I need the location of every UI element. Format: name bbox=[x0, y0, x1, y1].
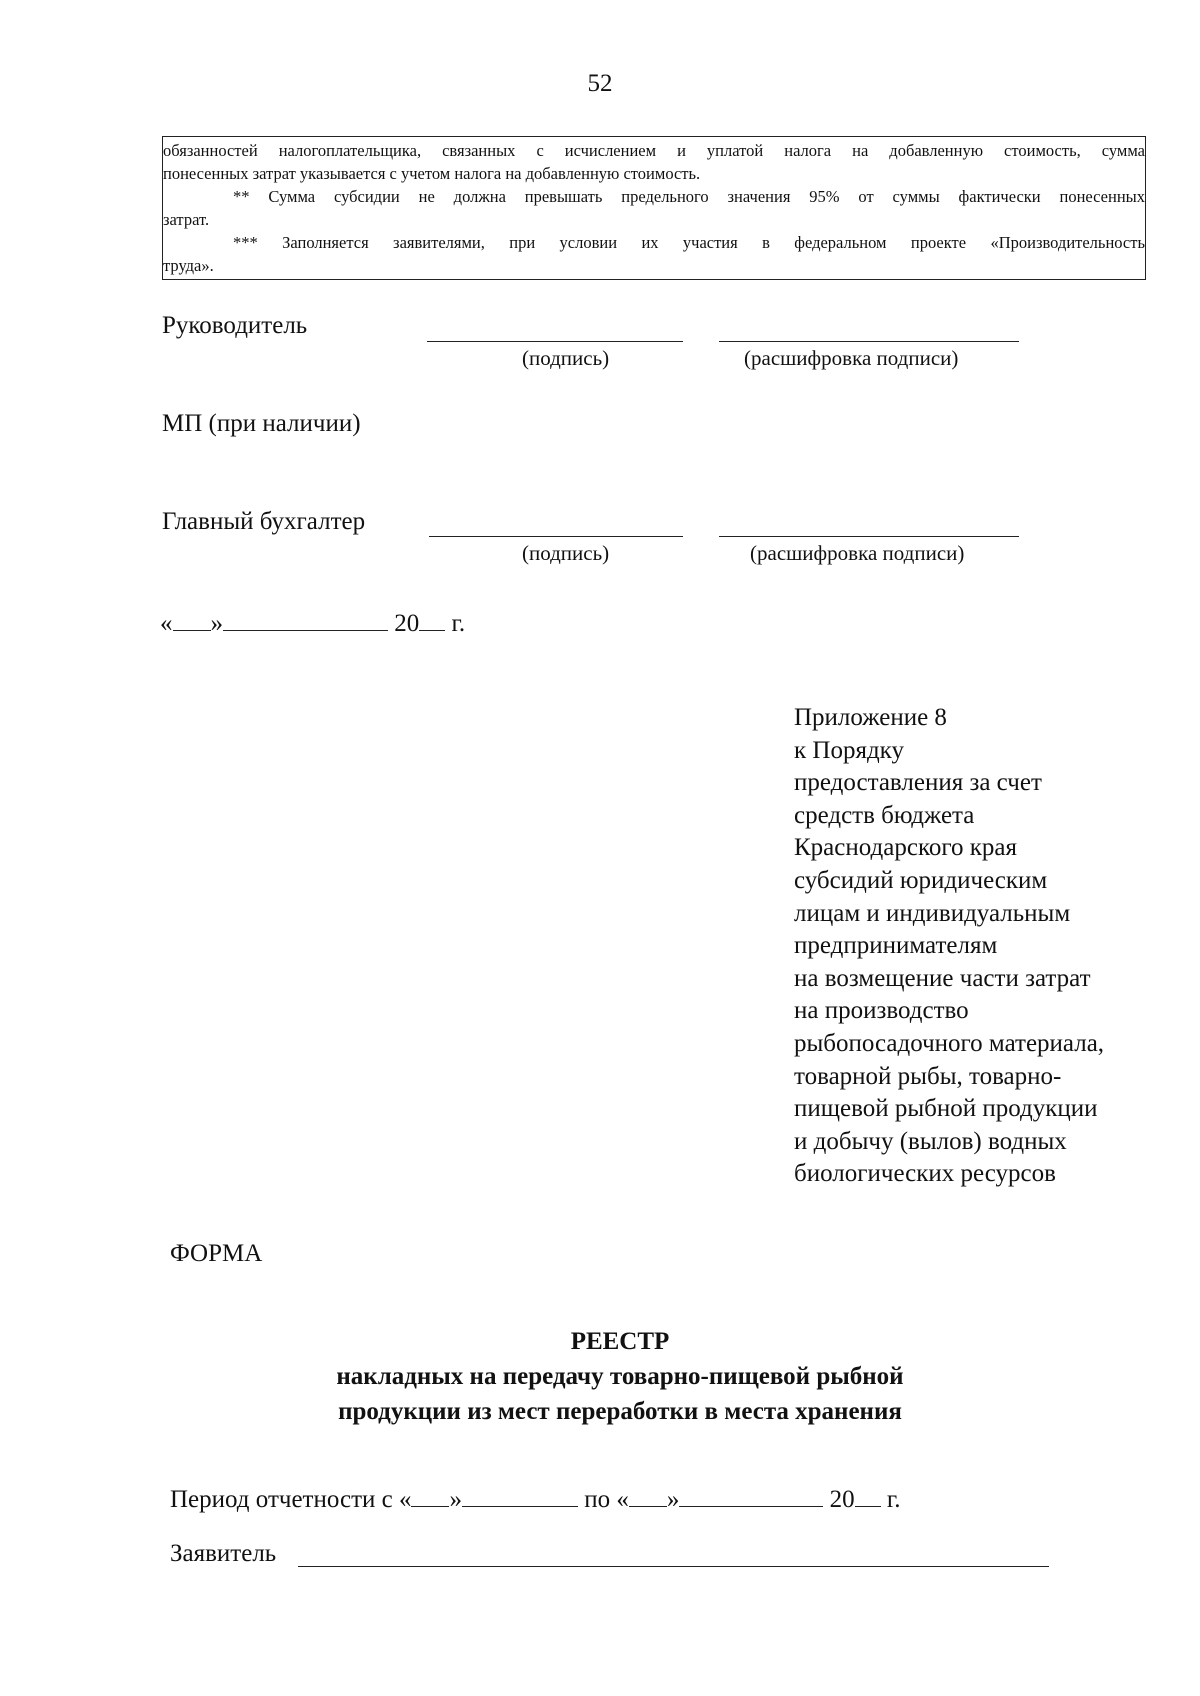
period-from-day-blank[interactable] bbox=[411, 1484, 449, 1507]
decoding-caption: (расшифровка подписи) bbox=[750, 541, 965, 565]
registry-subtitle-line1: накладных на передачу товарно-пищевой рыбной bbox=[336, 1363, 904, 1390]
registry-subtitle-line2: продукции из мест переработки в места хранения bbox=[338, 1398, 902, 1425]
period-from-month-blank[interactable] bbox=[462, 1484, 578, 1507]
appendix-line: лицам и индивидуальным bbox=[794, 899, 1071, 927]
period-to-month-blank[interactable] bbox=[679, 1484, 823, 1507]
date-month-blank[interactable] bbox=[223, 608, 388, 631]
date-day-blank[interactable] bbox=[173, 608, 211, 631]
footnote-line: затрат. bbox=[163, 210, 210, 229]
reporting-period: Период отчетности с « » по « » 20 г. bbox=[170, 1486, 901, 1513]
accountant-decoding-line[interactable] bbox=[719, 536, 1019, 537]
appendix-line: предпринимателям bbox=[794, 932, 998, 960]
period-to-day-blank[interactable] bbox=[629, 1484, 667, 1507]
seal-label: МП (при наличии) bbox=[162, 410, 361, 437]
decoding-caption: (расшифровка подписи) bbox=[744, 346, 959, 370]
appendix-line: биологических ресурсов bbox=[794, 1160, 1056, 1188]
appendix-line: товарной рыбы, товарно- bbox=[794, 1062, 1062, 1090]
signature-caption: (подпись) bbox=[522, 346, 610, 370]
page-number: 52 bbox=[587, 70, 613, 97]
footnote-double-star: ** Сумма субсидии не должна превышать предельного значения 95% от суммы фактически понесенных bbox=[233, 187, 1145, 206]
appendix-line: к Порядку bbox=[794, 736, 904, 764]
appendix-line: и добычу (вылов) водных bbox=[794, 1127, 1067, 1155]
appendix-line: пищевой рыбной продукции bbox=[794, 1095, 1098, 1123]
footnotes-box bbox=[162, 136, 1146, 280]
appendix-line: на возмещение части затрат bbox=[794, 964, 1091, 992]
appendix-line: рыбопосадочного материала, bbox=[794, 1029, 1105, 1057]
appendix-block bbox=[794, 702, 1104, 1191]
date-year-blank[interactable] bbox=[419, 608, 445, 631]
footnote-line: понесенных затрат указывается с учетом налога на добавленную стоимость. bbox=[163, 164, 701, 183]
form-label: ФОРМА bbox=[170, 1240, 263, 1267]
appendix-line: предоставления за счет bbox=[794, 769, 1042, 797]
appendix-line: Краснодарского края bbox=[794, 834, 1017, 862]
head-label: Руководитель bbox=[162, 312, 308, 339]
period-year-blank[interactable] bbox=[855, 1484, 881, 1507]
signature-date: « » 20 г. bbox=[160, 610, 466, 637]
signature-caption: (подпись) bbox=[522, 541, 610, 565]
head-signature-line[interactable] bbox=[427, 341, 683, 342]
accountant-signature-line[interactable] bbox=[429, 536, 683, 537]
appendix-line: средств бюджета bbox=[794, 801, 975, 829]
footnote-line: труда». bbox=[163, 256, 214, 275]
applicant-label: Заявитель bbox=[170, 1540, 277, 1567]
footnote-line: обязанностей налогоплательщика, связанных с исчислением и уплатой налога на добавленную стоимость, сумма bbox=[163, 141, 1145, 160]
registry-title: РЕЕСТР bbox=[570, 1328, 670, 1355]
appendix-line: Приложение 8 bbox=[794, 704, 947, 731]
appendix-line: субсидий юридическим bbox=[794, 866, 1048, 894]
footnote-triple-star: *** Заполняется заявителями, при условии их участия в федеральном проекте «Производительность bbox=[233, 233, 1145, 252]
head-decoding-line[interactable] bbox=[719, 341, 1019, 342]
applicant-input-line[interactable] bbox=[298, 1566, 1049, 1567]
accountant-label: Главный бухгалтер bbox=[162, 508, 366, 535]
appendix-line: на производство bbox=[794, 997, 969, 1025]
